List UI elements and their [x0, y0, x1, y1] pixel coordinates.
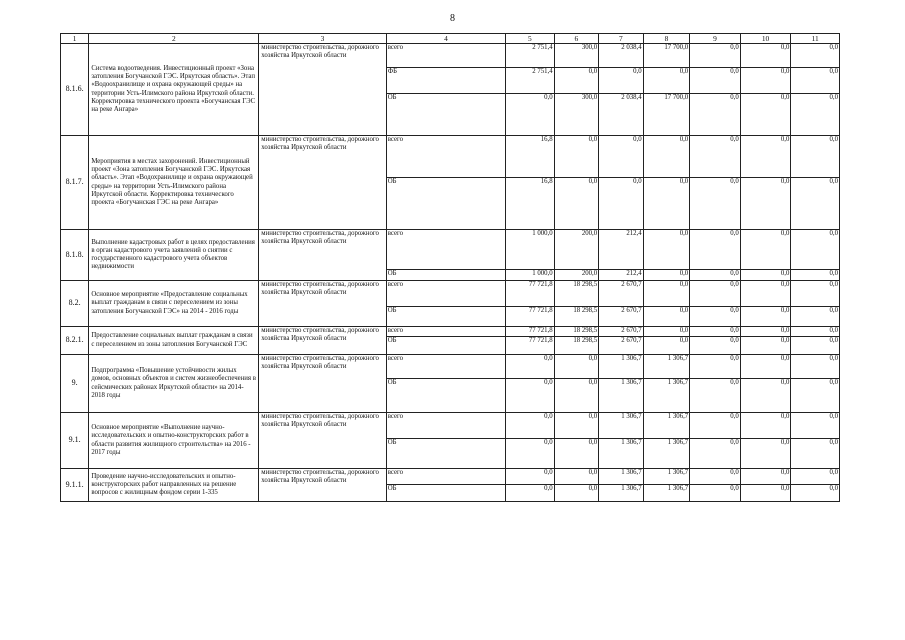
funding-source: всего — [386, 355, 505, 379]
item-code: 8.1.6. — [61, 44, 89, 136]
header-cell: 5 — [506, 34, 555, 44]
funding-source: ФБ — [386, 68, 505, 94]
amount-cell: 0,0 — [690, 307, 741, 327]
amount-cell: 0,0 — [690, 136, 741, 178]
item-name: Проведение научно-исследовательских и опытно-конструкторских работ направленных на решение вопросов с жилищным фондом серии 1-335 — [89, 469, 259, 502]
amount-cell: 0,0 — [740, 337, 791, 355]
funding-source: ОБ — [386, 307, 505, 327]
amount-cell: 0,0 — [740, 136, 791, 178]
amount-cell: 0,0 — [791, 281, 840, 307]
funding-source: ОБ — [386, 270, 505, 281]
table-row — [61, 136, 840, 178]
amount-cell: 0,0 — [690, 281, 741, 307]
header-cell: 1 — [61, 34, 89, 44]
amount-cell: 2 670,7 — [599, 281, 644, 307]
amount-cell: 1 306,7 — [643, 379, 690, 413]
amount-cell: 0,0 — [554, 469, 599, 485]
amount-cell: 16,8 — [506, 178, 555, 230]
amount-cell: 1 306,7 — [599, 439, 644, 469]
amount-cell: 0,0 — [643, 178, 690, 230]
header-cell: 9 — [690, 34, 741, 44]
item-code: 8.1.8. — [61, 230, 89, 281]
table-row — [61, 469, 840, 485]
amount-cell: 0,0 — [791, 94, 840, 136]
header-cell: 8 — [643, 34, 690, 44]
amount-cell: 0,0 — [690, 379, 741, 413]
item-name: Основное мероприятие «Предоставление социальных выплат гражданам в связи с переселением из зоны затопления Богучанской ГЭС» на 2014 - 2016 годы — [89, 281, 259, 327]
header-cell: 11 — [791, 34, 840, 44]
amount-cell: 0,0 — [791, 136, 840, 178]
funding-source: ОБ — [386, 178, 505, 230]
item-organization: министерство строительства, дорожного хозяйства Иркутской области — [259, 44, 386, 136]
item-code: 8.1.7. — [61, 136, 89, 230]
item-code: 8.2.1. — [61, 327, 89, 355]
amount-cell: 0,0 — [643, 337, 690, 355]
amount-cell: 1 306,7 — [599, 413, 644, 439]
item-organization: министерство строительства, дорожного хозяйства Иркутской области — [259, 136, 386, 230]
amount-cell: 0,0 — [740, 469, 791, 485]
amount-cell: 0,0 — [554, 413, 599, 439]
amount-cell: 0,0 — [740, 281, 791, 307]
amount-cell: 0,0 — [690, 178, 741, 230]
amount-cell: 0,0 — [554, 136, 599, 178]
amount-cell: 0,0 — [791, 413, 840, 439]
amount-cell: 1 306,7 — [643, 355, 690, 379]
amount-cell: 2 670,7 — [599, 337, 644, 355]
item-name: Система водоотведения. Инвестиционный проект «Зона затопления Богучанской ГЭС. Иркутская область». Этап «Водоохранилище и охрана окружающей среды» на территории Усть-Илимского района Иркутской области. Корректировка технического проекта «Богучанская ГЭС на реке Ангара» — [89, 44, 259, 136]
amount-cell: 0,0 — [554, 485, 599, 502]
table-row — [61, 230, 840, 270]
table-row — [61, 327, 840, 337]
amount-cell: 2 038,4 — [599, 94, 644, 136]
amount-cell: 200,0 — [554, 270, 599, 281]
amount-cell: 0,0 — [791, 379, 840, 413]
table-row — [61, 44, 840, 68]
amount-cell: 77 721,8 — [506, 307, 555, 327]
amount-cell: 18 298,5 — [554, 327, 599, 337]
amount-cell: 0,0 — [791, 337, 840, 355]
item-code: 9. — [61, 355, 89, 413]
amount-cell: 0,0 — [643, 307, 690, 327]
amount-cell: 1 000,0 — [506, 230, 555, 270]
amount-cell: 0,0 — [554, 355, 599, 379]
amount-cell: 0,0 — [643, 230, 690, 270]
item-name: Предоставление социальных выплат гражданам в связи с переселением из зоны затопления Богучанской ГЭС — [89, 327, 259, 355]
amount-cell: 0,0 — [690, 68, 741, 94]
amount-cell: 1 306,7 — [599, 469, 644, 485]
amount-cell: 0,0 — [791, 230, 840, 270]
amount-cell: 300,0 — [554, 44, 599, 68]
amount-cell: 0,0 — [791, 307, 840, 327]
amount-cell: 0,0 — [690, 44, 741, 68]
amount-cell: 0,0 — [599, 68, 644, 94]
amount-cell: 0,0 — [791, 469, 840, 485]
amount-cell: 0,0 — [690, 413, 741, 439]
funding-source: всего — [386, 469, 505, 485]
item-organization: министерство строительства, дорожного хозяйства Иркутской области — [259, 230, 386, 281]
amount-cell: 200,0 — [554, 230, 599, 270]
amount-cell: 77 721,8 — [506, 327, 555, 337]
funding-source: ОБ — [386, 94, 505, 136]
amount-cell: 0,0 — [690, 485, 741, 502]
funding-source: всего — [386, 136, 505, 178]
amount-cell: 0,0 — [740, 230, 791, 270]
funding-source: всего — [386, 44, 505, 68]
amount-cell: 18 298,5 — [554, 307, 599, 327]
amount-cell: 1 306,7 — [599, 355, 644, 379]
amount-cell: 0,0 — [791, 355, 840, 379]
header-cell: 7 — [599, 34, 644, 44]
funding-source: всего — [386, 413, 505, 439]
amount-cell: 2 670,7 — [599, 327, 644, 337]
amount-cell: 2 670,7 — [599, 307, 644, 327]
table-row — [61, 281, 840, 307]
amount-cell: 0,0 — [791, 270, 840, 281]
amount-cell: 0,0 — [740, 270, 791, 281]
funding-source: ОБ — [386, 485, 505, 502]
amount-cell: 77 721,8 — [506, 337, 555, 355]
item-name: Основное мероприятие «Выполнение научно-исследовательских и опытно-конструкторских работ в области развития жилищного строительства» на 2016 - 2017 годы — [89, 413, 259, 469]
amount-cell: 0,0 — [740, 379, 791, 413]
amount-cell: 0,0 — [791, 327, 840, 337]
amount-cell: 0,0 — [690, 94, 741, 136]
item-organization: министерство строительства, дорожного хозяйства Иркутской области — [259, 281, 386, 327]
amount-cell: 0,0 — [740, 44, 791, 68]
amount-cell: 0,0 — [599, 178, 644, 230]
amount-cell: 0,0 — [740, 178, 791, 230]
funding-source: ОБ — [386, 337, 505, 355]
amount-cell: 1 306,7 — [599, 485, 644, 502]
table-row — [61, 355, 840, 379]
amount-cell: 18 298,5 — [554, 337, 599, 355]
amount-cell: 0,0 — [791, 68, 840, 94]
funding-source: ОБ — [386, 379, 505, 413]
amount-cell: 0,0 — [643, 136, 690, 178]
amount-cell: 0,0 — [643, 327, 690, 337]
amount-cell: 1 306,7 — [643, 439, 690, 469]
amount-cell: 0,0 — [554, 68, 599, 94]
item-code: 9.1. — [61, 413, 89, 469]
header-row — [61, 34, 840, 44]
funding-source: ОБ — [386, 439, 505, 469]
amount-cell: 77 721,8 — [506, 281, 555, 307]
amount-cell: 17 700,0 — [643, 44, 690, 68]
amount-cell: 0,0 — [506, 94, 555, 136]
amount-cell: 0,0 — [506, 413, 555, 439]
amount-cell: 0,0 — [740, 485, 791, 502]
header-cell: 10 — [740, 34, 791, 44]
amount-cell: 0,0 — [791, 439, 840, 469]
header-cell: 3 — [259, 34, 386, 44]
item-organization: министерство строительства, дорожного хозяйства Иркутской области — [259, 327, 386, 355]
header-cell: 6 — [554, 34, 599, 44]
amount-cell: 300,0 — [554, 94, 599, 136]
budget-table — [60, 33, 840, 502]
amount-cell: 17 700,0 — [643, 94, 690, 136]
amount-cell: 1 306,7 — [643, 413, 690, 439]
item-organization: министерство строительства, дорожного хозяйства Иркутской области — [259, 413, 386, 469]
amount-cell: 1 306,7 — [643, 469, 690, 485]
header-cell: 2 — [89, 34, 259, 44]
amount-cell: 0,0 — [791, 485, 840, 502]
amount-cell: 0,0 — [690, 439, 741, 469]
amount-cell: 0,0 — [506, 379, 555, 413]
item-organization: министерство строительства, дорожного хозяйства Иркутской области — [259, 355, 386, 413]
amount-cell: 0,0 — [506, 469, 555, 485]
amount-cell: 0,0 — [791, 44, 840, 68]
item-name: Выполнение кадастровых работ в целях предоставления в орган кадастрового учета заявлений о снятии с государственного кадастрового учета объектов недвижимости — [89, 230, 259, 281]
item-organization: министерство строительства, дорожного хозяйства Иркутской области — [259, 469, 386, 502]
amount-cell: 1 000,0 — [506, 270, 555, 281]
amount-cell: 2 038,4 — [599, 44, 644, 68]
amount-cell: 0,0 — [740, 68, 791, 94]
table-row — [61, 413, 840, 439]
amount-cell: 2 751,4 — [506, 68, 555, 94]
header-cell: 4 — [386, 34, 505, 44]
amount-cell: 1 306,7 — [599, 379, 644, 413]
page-number: 8 — [450, 13, 455, 24]
amount-cell: 0,0 — [643, 281, 690, 307]
amount-cell: 16,8 — [506, 136, 555, 178]
amount-cell: 0,0 — [554, 178, 599, 230]
amount-cell: 0,0 — [643, 68, 690, 94]
amount-cell: 0,0 — [554, 379, 599, 413]
amount-cell: 0,0 — [506, 355, 555, 379]
item-code: 8.2. — [61, 281, 89, 327]
amount-cell: 0,0 — [643, 270, 690, 281]
amount-cell: 0,0 — [554, 439, 599, 469]
amount-cell: 212,4 — [599, 230, 644, 270]
item-name: Подпрограмма «Повышение устойчивости жилых домов, основных объектов и систем жизнеобеспечения в сейсмических районах Иркутской области» на 2014-2018 годы — [89, 355, 259, 413]
amount-cell: 0,0 — [791, 178, 840, 230]
amount-cell: 0,0 — [740, 439, 791, 469]
amount-cell: 0,0 — [690, 337, 741, 355]
amount-cell: 0,0 — [506, 439, 555, 469]
amount-cell: 0,0 — [690, 270, 741, 281]
amount-cell: 1 306,7 — [643, 485, 690, 502]
funding-source: всего — [386, 327, 505, 337]
amount-cell: 212,4 — [599, 270, 644, 281]
amount-cell: 0,0 — [740, 327, 791, 337]
amount-cell: 0,0 — [690, 355, 741, 379]
amount-cell: 0,0 — [740, 355, 791, 379]
amount-cell: 0,0 — [690, 327, 741, 337]
amount-cell: 0,0 — [599, 136, 644, 178]
amount-cell: 0,0 — [740, 413, 791, 439]
item-name: Мероприятия в местах захоронений. Инвестиционный проект «Зона затопления Богучанской ГЭС. Иркутская область». Этап «Водохранилище и охрана окружающей среды» на территории Усть-Илимского района Иркутской области. Корректировка технического проекта «Богучанская ГЭС на реке Ангара» — [89, 136, 259, 230]
amount-cell: 0,0 — [690, 230, 741, 270]
amount-cell: 18 298,5 — [554, 281, 599, 307]
amount-cell: 0,0 — [690, 469, 741, 485]
amount-cell: 2 751,4 — [506, 44, 555, 68]
item-code: 9.1.1. — [61, 469, 89, 502]
amount-cell: 0,0 — [740, 307, 791, 327]
funding-source: всего — [386, 230, 505, 270]
amount-cell: 0,0 — [506, 485, 555, 502]
funding-source: всего — [386, 281, 505, 307]
amount-cell: 0,0 — [740, 94, 791, 136]
